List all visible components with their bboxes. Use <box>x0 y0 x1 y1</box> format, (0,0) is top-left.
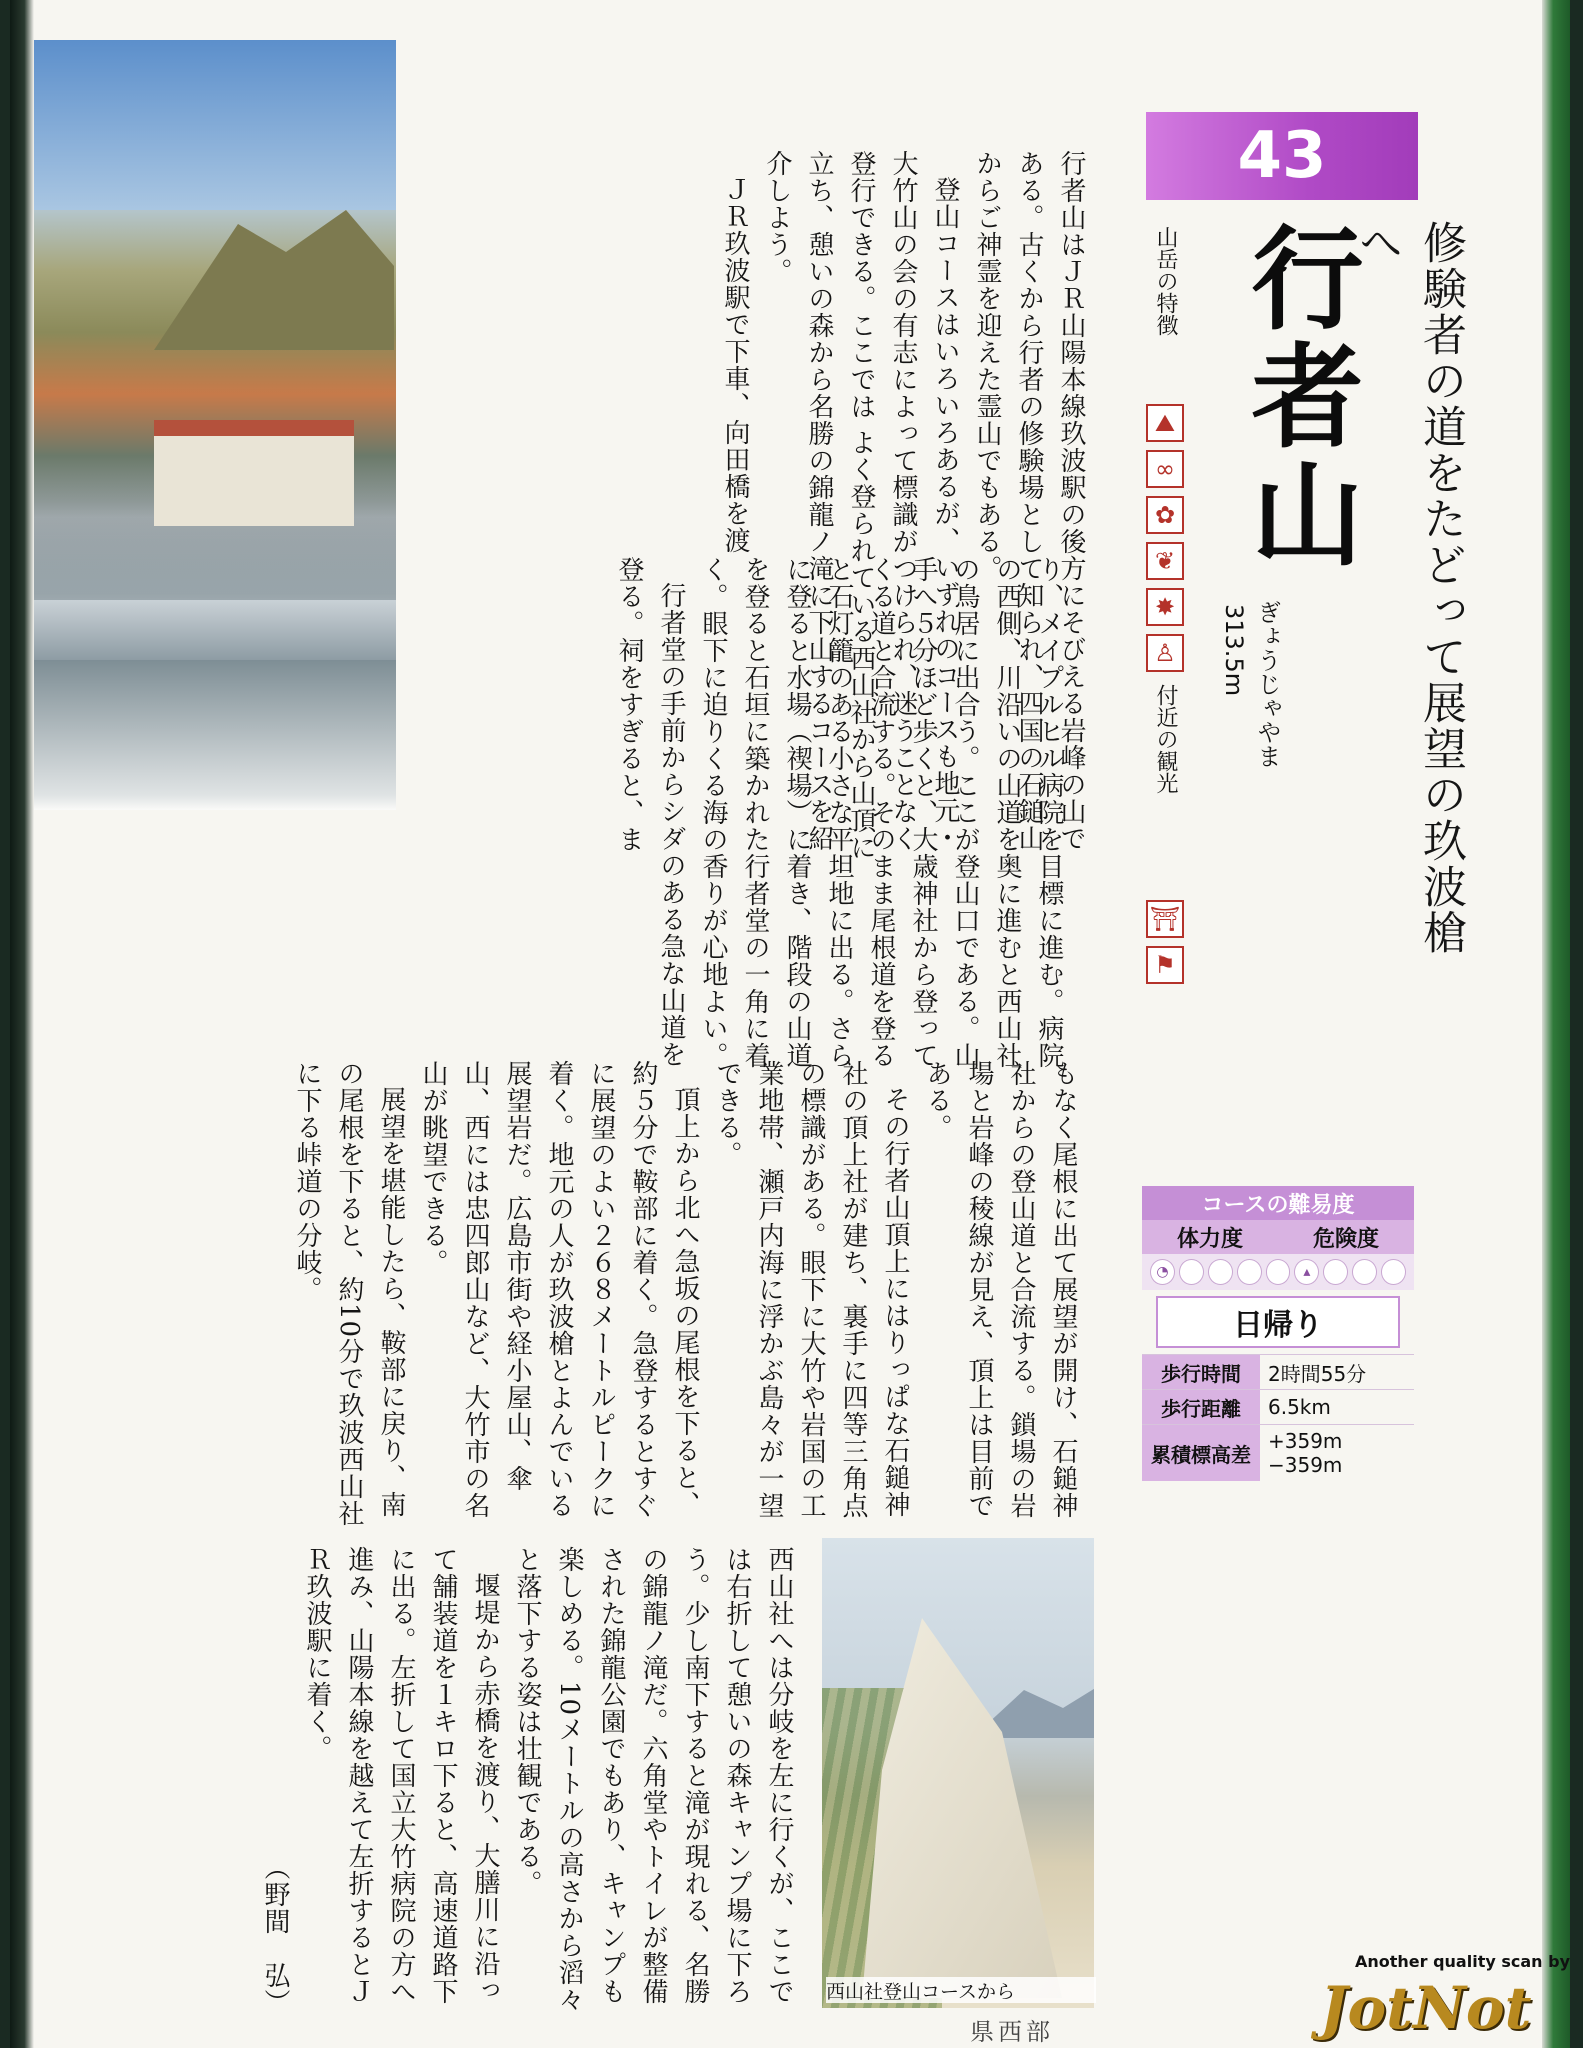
leaf-icon: ❦ <box>1146 542 1184 580</box>
empty-dot-icon <box>1266 1259 1291 1285</box>
elevation: 313.5m <box>1220 604 1248 697</box>
elevation-up: +359m <box>1268 1429 1343 1453</box>
danger-label: 危険度 <box>1312 1226 1379 1252</box>
danger-dot-icon: ▴ <box>1294 1259 1319 1285</box>
body-column-upper-right <box>470 556 1070 1076</box>
paragraph-2: 登山コースはいろいろあるが、いずれのコースも地元・大竹山の会の有志によって標識がつけられ、迷うことなく登行できる。ここでは よく登られている西山社から山頂に立ち、憩いの森から名勝の錦龍ノ滝に下山するコースを紹介しよう。 <box>762 150 960 862</box>
elevation-label: 累積標高差 <box>1142 1425 1260 1481</box>
difficulty-box <box>1142 1186 1414 1477</box>
flower-icon: ✿ <box>1146 496 1184 534</box>
paragraph-4: り、メイプルヒル病院を目標に進む。病院の西側、川沿いの山道を奥に進むと西山社の鳥居に出合う。ここが登山口である。山手へ５分ほど歩くと、大歳神社から登ってくる道と合流する。そのまま尾根道を登ると石灯籠のある小さな平坦地に出る。さらに登ると水場（禊場）に着き、階段の山道を登ると石垣に築かれた行者堂の一角に着く。眼下に迫りくる海の香りが心地よい。 <box>698 556 1064 1069</box>
nearby-label: 付近の観光 <box>1153 684 1178 794</box>
distance-label: 歩行距離 <box>1142 1390 1260 1424</box>
paragraph-6: もなく尾根に出て展望が開け、石鎚神社からの登山道と合流する。鎖場の岩場と岩峰の稜線が見え、頂上は目前である。 <box>922 1060 1078 1519</box>
paragraph-7: その行者山頂上にはりっぱな石鎚神社の頂上社が建ち、裏手に四等三角点の標識がある。眼下に大竹や岩国の工業地帯、瀬戸内海に浮かぶ島々が一望できる。 <box>712 1060 910 1519</box>
hiker-icon: ♙ <box>1146 634 1184 672</box>
watermark-text: Another quality scan by <box>1354 1952 1570 1971</box>
page <box>10 0 1570 2048</box>
left-page-edge <box>10 0 34 2048</box>
elevation-down: −359m <box>1268 1453 1343 1477</box>
watermark-logo: JotNot <box>1320 1974 1532 2042</box>
town-photo <box>34 40 396 810</box>
author: （野間 弘） <box>260 1854 290 2016</box>
paragraph-10: 西山社へは分岐を左に行くが、ここでは右折して憩いの森キャンプ場に下ろう。少し南下すると滝が現れる、名勝の錦龍ノ滝だ。六角堂やトイレが整備された錦龍公園でもあり、キャンプも楽しめる。10メートルの高さから滔々と落下する姿は壮観である。 <box>512 1546 794 2014</box>
elevation-row <box>1142 1424 1414 1481</box>
body-column-bottom <box>120 1546 800 2016</box>
nearby-icons <box>1146 900 1184 984</box>
page-subtitle: 修験者の道をたどって展望の玖波槍へ <box>1351 220 1466 956</box>
trip-type: 日帰り <box>1156 1296 1400 1348</box>
difficulty-subheading <box>1142 1220 1414 1254</box>
feature-label: 山岳の特徴 <box>1153 226 1178 336</box>
paragraph-9: 展望を堪能したら、鞍部に戻り、南の尾根を下ると、約10分で玖波西山社に下る峠道の分岐。 <box>292 1060 406 1528</box>
feature-icons <box>1146 404 1184 672</box>
region-footer: 県西部 <box>970 2018 1054 2046</box>
mountain-icon: ⛰ <box>1146 404 1184 442</box>
rock-photo <box>822 1538 1094 2008</box>
elevation-values <box>1260 1429 1342 1477</box>
distance-row <box>1142 1389 1414 1424</box>
paragraph-8: 頂上から北へ急坂の尾根を下ると、約５分で鞍部に着く。急登するとすぐに展望のよい２６８メートルピークに着く。地元の人が玖波槍とよんでいる展望岩だ。広島市街や経小屋山、傘山、西には忠四郎山など、大竹市の名山が眺望できる。 <box>418 1060 700 1519</box>
right-page-edge <box>1542 0 1570 2048</box>
walk-time-label: 歩行時間 <box>1142 1355 1260 1389</box>
paragraph-3: ＪＲ玖波駅で下車、向田橋を渡 <box>720 176 750 554</box>
empty-dot-icon <box>1323 1259 1348 1285</box>
route-number: 43 <box>1146 112 1418 200</box>
flag-icon: ⚑ <box>1146 946 1184 984</box>
paragraph-11: 堰堤から赤橋を渡り、大膳川に沿って舗装道を１キロ下ると、高速道路下に出る。左折して国立大竹病院の方へ進み、山陽本線を越えて左折するとＪＲ玖波駅に着く。 <box>302 1546 500 2005</box>
title-reading: ぎょうじゃやま <box>1253 600 1281 768</box>
difficulty-rating <box>1142 1254 1414 1290</box>
empty-dot-icon <box>1179 1259 1204 1285</box>
binoculars-icon: ∞ <box>1146 450 1184 488</box>
shrine-gate-icon: ⛩ <box>1146 900 1184 938</box>
walk-time-row <box>1142 1354 1414 1389</box>
difficulty-heading: コースの難易度 <box>1142 1186 1414 1220</box>
empty-dot-icon <box>1352 1259 1377 1285</box>
photo-caption: 西山社登山コースから <box>826 1977 1096 2003</box>
page-title: 行者山 <box>1233 220 1363 574</box>
empty-dot-icon <box>1381 1259 1406 1285</box>
maple-icon: ✸ <box>1146 588 1184 626</box>
empty-dot-icon <box>1237 1259 1262 1285</box>
stamina-dot-icon: ◔ <box>1150 1259 1175 1285</box>
distance-value: 6.5km <box>1268 1395 1331 1419</box>
paragraph-5: 行者堂の手前からシダのある急な山道を登る。祠をすぎると、ま <box>614 556 686 1068</box>
empty-dot-icon <box>1208 1259 1233 1285</box>
paragraph-1: 行者山はＪＲ山陽本線玖波駅の後方にそびえる岩峰の山である。古くから行者の修験場として知られ、四国の石鎚山からご神霊を迎えた霊山でもある。 <box>972 150 1086 852</box>
body-column-middle <box>114 1060 1084 1530</box>
walk-time-value: 2時間55分 <box>1268 1361 1367 1386</box>
stamina-label: 体力度 <box>1176 1226 1243 1252</box>
